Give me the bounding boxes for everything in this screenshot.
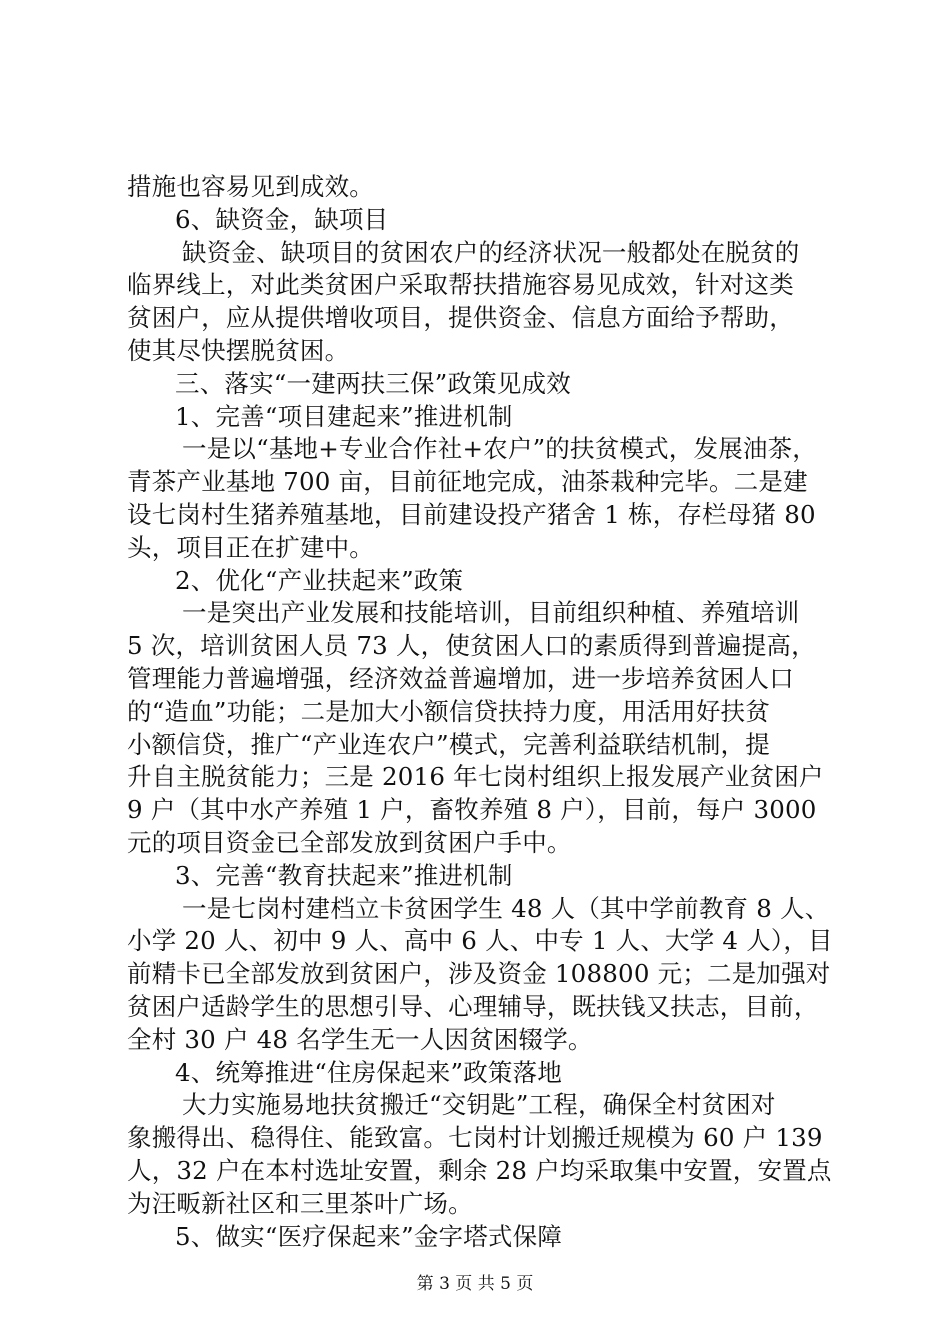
section-heading-line: 1、完善“项目建起来”推进机制: [175, 401, 513, 431]
section-heading-line: 5、做实“医疗保起来”金字塔式保障: [175, 1221, 563, 1251]
paragraph-line: 人，32 户在本村选址安置，剩余 28 户均采取集中安置，安置点: [127, 1155, 832, 1185]
paragraph-line: 一是突出产业发展和技能培训，目前组织种植、养殖培训: [182, 598, 800, 628]
paragraph-line: 5 次，培训贫困人员 73 人，使贫困人口的素质得到普遍提高，: [127, 631, 816, 661]
section-heading-line: 三、落实“一建两扶三保”政策见成效: [175, 368, 571, 398]
paragraph-line: 小学 20 人、初中 9 人、高中 6 人、中专 1 人、大学 4 人），目: [127, 926, 833, 956]
paragraph-line: 一是七岗村建档立卡贫困学生 48 人（其中学前教育 8 人、: [182, 893, 830, 923]
paragraph-line: 措施也容易见到成效。: [127, 172, 374, 201]
paragraph-line: 小额信贷，推广“产业连农户”模式，完善利益联结机制，提: [127, 729, 770, 759]
paragraph-line: 前精卡已全部发放到贫困户，涉及资金 108800 元；二是加强对: [127, 959, 831, 989]
paragraph-line: 象搬得出、稳得住、能致富。七岗村计划搬迁规模为 60 户 139: [127, 1123, 823, 1153]
paragraph-line: 一是以“基地+专业合作社+农户”的扶贫模式，发展油茶，: [182, 434, 818, 464]
paragraph-line: 9 户（其中水产养殖 1 户，畜牧养殖 8 户），目前，每户 3000: [127, 795, 817, 825]
paragraph-line: 设七岗村生猪养殖基地，目前建设投产猪舍 1 栋，存栏母猪 80: [127, 499, 816, 529]
paragraph-line: 大力实施易地扶贫搬迁“交钥匙”工程，确保全村贫困对: [182, 1090, 776, 1120]
section-heading-line: 6、缺资金，缺项目: [175, 204, 389, 234]
paragraph-line: 青茶产业基地 700 亩，目前征地完成，油茶栽种完毕。二是建: [127, 467, 808, 497]
paragraph-line: 管理能力普遍增强，经济效益普遍增加，进一步培养贫困人口: [127, 663, 794, 693]
document-body: [127, 171, 847, 1253]
section-heading-line: 4、统筹推进“住房保起来”政策落地: [175, 1057, 563, 1087]
paragraph-line: 使其尽快摆脱贫困。: [127, 335, 350, 365]
paragraph-line: 缺资金、缺项目的贫困农户的经济状况一般都处在脱贫的: [182, 237, 800, 267]
paragraph-line: 头，项目正在扩建中。: [127, 532, 374, 562]
section-heading-line: 2、优化“产业扶起来”政策: [175, 565, 464, 595]
paragraph-line: 贫困户适龄学生的思想引导、心理辅导，既扶钱又扶志，目前，: [127, 991, 819, 1021]
paragraph-line: 全村 30 户 48 名学生无一人因贫困辍学。: [127, 1024, 593, 1054]
paragraph-line: 的“造血”功能；二是加大小额信贷扶持力度，用活用好扶贫: [127, 696, 770, 726]
section-heading-line: 3、完善“教育扶起来”推进机制: [175, 860, 513, 890]
paragraph-line: 升自主脱贫能力；三是 2016 年七岗村组织上报发展产业贫困户: [127, 762, 824, 792]
page-footer: 第 3 页 共 5 页: [416, 1274, 534, 1294]
paragraph-line: 为汪畈新社区和三里茶叶广场。: [127, 1188, 473, 1218]
paragraph-line: 贫困户，应从提供增收项目，提供资金、信息方面给予帮助，: [127, 303, 794, 333]
paragraph-line: 临界线上，对此类贫困户采取帮扶措施容易见成效，针对这类: [127, 270, 794, 300]
paragraph-line: 元的项目资金已全部发放到贫困户手中。: [127, 827, 572, 857]
